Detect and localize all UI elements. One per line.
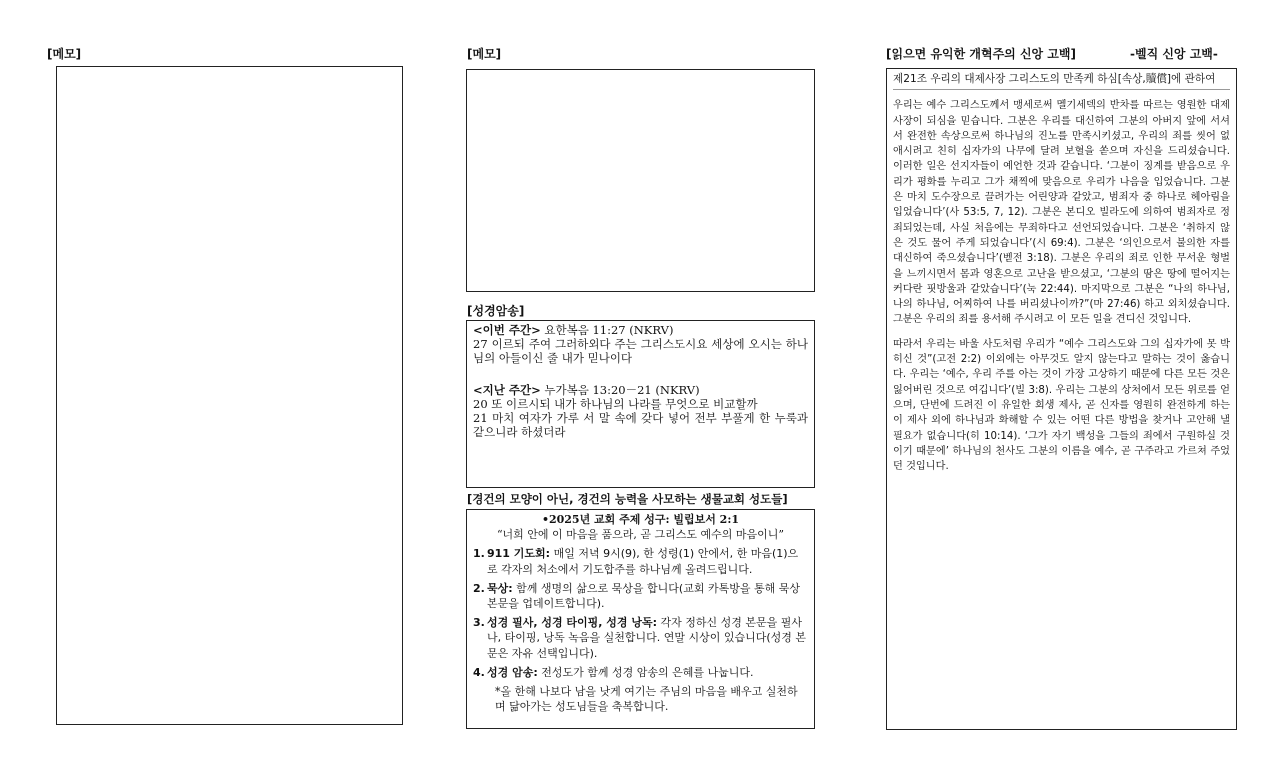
item-head: 911 기도회: xyxy=(487,547,551,561)
item-number: 2. xyxy=(473,581,485,595)
item-head: 성경 암송: xyxy=(487,665,538,679)
confession-box xyxy=(886,68,1237,730)
theme-title: •2025년 교회 주제 성구: 빌립보서 2:1 xyxy=(541,513,740,526)
confession-header: [읽으면 유익한 개혁주의 신앙 고백] xyxy=(886,47,1076,61)
this-week-heading xyxy=(473,323,808,337)
last-week-verse-1: 20 또 이르시되 내가 하나님의 나라를 무엇으로 비교할까 xyxy=(473,397,758,411)
item-text: 함께 생명의 삶으로 묵상을 합니다(교회 카톡방을 통해 묵상 본문을 업데이트합니다). xyxy=(487,581,800,611)
this-week-tag: <이번 주간> xyxy=(473,323,541,337)
blessing-footnote: *올 한해 나보다 남을 낫게 여기는 주님의 마음을 배우고 실천하며 닮아가는 성도님들을 축복합니다. xyxy=(495,685,798,714)
item-text: 전성도가 함께 성경 암송의 은혜를 나눕니다. xyxy=(537,665,754,679)
list-item xyxy=(473,581,808,611)
church-header: [경건의 모양이 아닌, 경건의 능력을 사모하는 생물교회 성도들] xyxy=(467,492,788,506)
last-week-ref: 누가복음 13:20－21 (NKRV) xyxy=(540,383,700,397)
item-number: 1. xyxy=(473,547,485,561)
item-head: 성경 필사, 성경 타이핑, 성경 낭독: xyxy=(487,616,658,630)
activity-list xyxy=(473,546,808,680)
item-text: 각자 정하신 성경 본문을 필사나, 타이핑, 낭독 녹음을 실천합니다. 연말 시상이 있습니다(성경 본문은 자유 선택입니다). xyxy=(487,616,807,660)
confession-paragraph-1: 우리는 예수 그리스도께서 맹세로써 멜기세덱의 반차를 따르는 영원한 대제사장이 되심을 믿습니다. 그분은 우리를 대신하여 그분의 아버지 앞에 서셔서 완전한 속상으로써 하나님의 진노를 만족시키셨고, 우리의 죄를 씻어 없애시려고 친히 십자가의 나무에 달려 보혈을 쏟으며 자신을 드리셨습니다. 이러한 일은 선지자들이 예언한 것과 같습니다. ‘그분이 징계를 받음으로 우리가 평화를 누리고 그가 채찍에 맞음으로 우리가 나음을 입었습니다. 그분은 마치 도수장으로 끌려가는 어린양과 같았고, 범죄자 중 하나로 헤아림을 입었습니다’(사 53:5, 7, 12). 그분은 본디오 빌라도에 의하여 범죄자로 정죄되었는데, 사실 처음에는 무죄하다고 선언되었습니다. 그분은 ‘취하지 않은 것도 물어 주게 되었습니다’(시 69:4). 그분은 ‘의인으로서 불의한 자를 대신하여 죽으셨습니다’(벧전 3:18). 그분은 우리의 죄로 인한 무서운 형벌을 느끼시면서 몸과 영혼으로 고난을 받으셨고, ‘그분의 땀은 땅에 떨어지는 커다란 핏방울과 같았습니다’(눅 22:44). 마지막으로 그분은 “나의 하나님, 나의 하나님, 어찌하여 나를 버리셨나이까?”(마 27:46) 하고 외치셨습니다. 그분은 우리의 죄를 용서해 주시려고 이 모든 일을 견디신 것입니다. xyxy=(893,100,1230,326)
article-title: 제21조 우리의 대제사장 그리스도의 만족케 하심[속상,贖償]에 관하여 xyxy=(893,72,1230,90)
church-theme-box xyxy=(466,509,815,729)
middle-memo-box[interactable] xyxy=(466,69,815,292)
list-item xyxy=(473,615,808,661)
this-week-ref: 요한복음 11:27 (NKRV) xyxy=(540,323,674,337)
confession-subheader: -벨직 신앙 고백- xyxy=(1130,47,1218,61)
memorize-box xyxy=(466,320,815,488)
list-item xyxy=(473,665,808,680)
item-text: 매일 저녁 9시(9), 한 성령(1) 안에서, 한 마음(1)으로 각자의 처소에서 기도합주를 하나님께 올려드립니다. xyxy=(487,547,799,576)
item-number: 4. xyxy=(473,665,485,679)
confession-paragraph-2: 따라서 우리는 바울 사도처럼 우리가 “예수 그리스도와 그의 십자가에 못 박히신 것”(고전 2:2) 이외에는 아무것도 알지 않는다고 말하는 것이 옳습니다. 우리는 ‘예수, 우리 주를 아는 것이 가장 고상하기 때문에 다른 모든 것은 잃어버린 것으로 여깁니다’(빌 3:8). 우리는 그분의 상처에서 모든 위로를 얻으며, 단번에 드려진 이 유일한 희생 제사, 곧 신자를 영원히 완전하게 하는 이 제사 외에 하나님과 화해할 수 있는 어떤 다른 방법을 찾거나 고안해 낼 필요가 없습니다(히 10:14). ‘그가 자기 백성을 그들의 죄에서 구원하실 것이기 때문에’ 하나님의 천사도 그분의 이름을 예수, 곧 구주라고 가르쳐 주었던 것입니다. xyxy=(893,338,1230,473)
last-week-tag: <지난 주간> xyxy=(473,383,541,397)
list-item xyxy=(473,546,808,576)
left-memo-header: [메모] xyxy=(47,47,82,61)
left-memo-box[interactable] xyxy=(56,66,403,725)
last-week-verse-2: 21 마치 여자가 가루 서 말 속에 갖다 넣어 전부 부풀게 한 누룩과 같으니라 하셨더라 xyxy=(473,411,808,439)
item-number: 3. xyxy=(473,616,485,630)
last-week-heading xyxy=(473,383,808,397)
theme-quote: “너희 안에 이 마음을 품으라, 곧 그리스도 예수의 마음이니” xyxy=(496,528,785,542)
memorize-header: [성경암송] xyxy=(467,304,525,318)
item-head: 묵상: xyxy=(487,581,513,595)
this-week-verse: 27 이르되 주여 그러하외다 주는 그리스도시요 세상에 오시는 하나님의 아들이신 줄 내가 믿나이다 xyxy=(473,337,808,365)
middle-memo-header: [메모] xyxy=(467,47,502,61)
